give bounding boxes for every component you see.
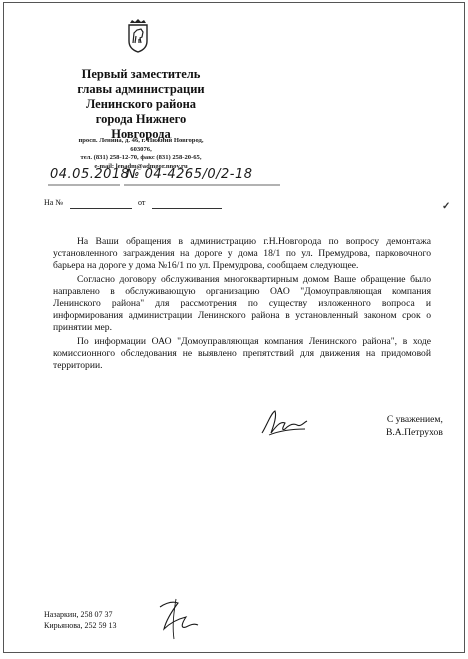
sender-title-line: Первый заместитель (81, 67, 201, 81)
reference-line (44, 198, 224, 212)
reference-date-label: от (138, 198, 146, 207)
closing-phrase: С уважением, (386, 414, 443, 425)
sender-title-line: города Нижнего Новгорода (95, 112, 187, 141)
letter-body (53, 236, 431, 373)
body-paragraph: По информации ОАО "Домоуправляющая компания Ленинского района", в ходе комиссионного обследования не выявлено препятствий для движения на придомовой территории. (53, 335, 431, 372)
sender-title-line: главы администрации (77, 82, 205, 96)
executor-line: Назаркин, 258 07 37 (44, 610, 113, 619)
reference-number-label: На № (44, 198, 63, 207)
reference-date-field (152, 208, 222, 209)
body-paragraph: Согласно договору обслуживания многоквартирным домом Ваше обращение было направлено в обслуживающую организацию ОАО "Домоуправляющая компания Ленинского района" для рассмотрения по существу изложенного вопроса и информирования администрации Ленинского района в установленный законом срок о принятии мер. (53, 273, 431, 334)
reference-number-field (70, 208, 132, 209)
sender-title (70, 67, 212, 142)
registration-date: 04.05.2018 (50, 167, 130, 182)
signer-name: В.А.Петрухов (386, 427, 443, 438)
corner-check-mark: ✓ (442, 201, 451, 212)
letter-page (3, 2, 465, 653)
executor-line: Кирьянова, 252 59 13 (44, 621, 117, 630)
sender-title-line: Ленинского района (85, 97, 197, 111)
coat-of-arms-icon (127, 19, 149, 53)
registration-number: № 04-4265/0/2-18 (126, 167, 253, 182)
address-line: тел. (831) 258-12-70, факс (831) 258-20-65, (80, 154, 202, 162)
body-paragraph: На Ваши обращения в администрацию г.Н.Новгорода по вопросу демонтажа установленного заграждения на дороге у дома 18/1 по ул. Премудрова, парковочного барьера на дороге у дома №16/1 по ул. Премудрова, сообщаем следующее. (53, 236, 431, 272)
executors-block (44, 609, 116, 631)
handwritten-signature (259, 407, 309, 439)
handwritten-initials (156, 595, 202, 641)
address-line: просп. Ленина, д. 46, г. Нижний Новгород, 603076, (78, 137, 204, 153)
signature-block (386, 413, 443, 439)
address-line: e-mail: lenadm@admgor.nnov.ru (94, 162, 188, 170)
